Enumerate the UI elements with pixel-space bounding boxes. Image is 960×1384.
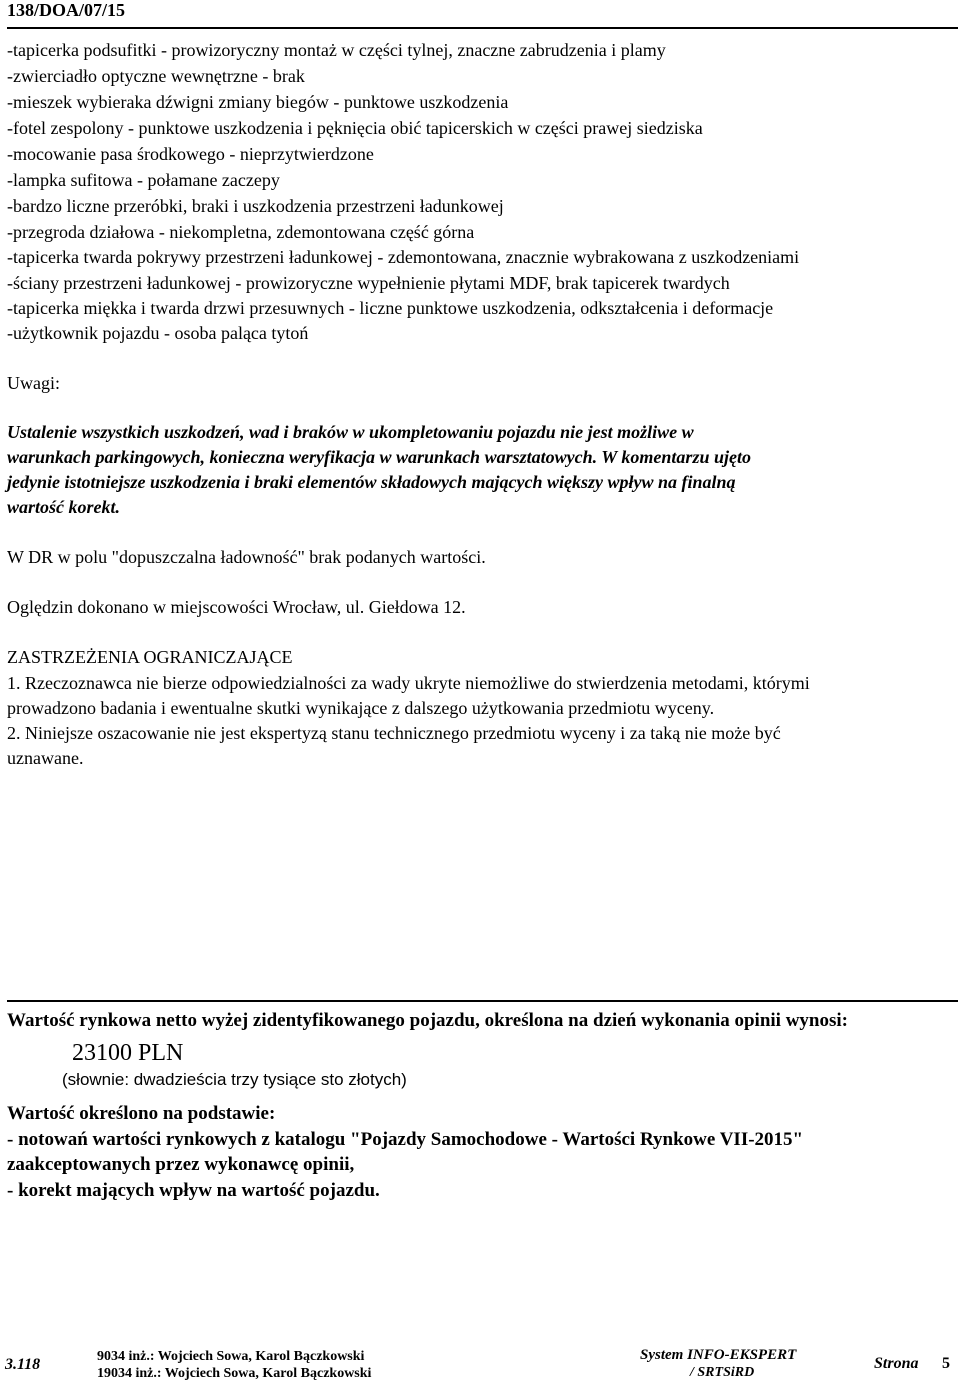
valuation-divider <box>7 1000 958 1002</box>
list-item: -mocowanie pasa środkowego - nieprzytwierdzone <box>7 144 374 164</box>
restriction-line: prowadzono badania i ewentualne skutki wynikające z dalszego użytkowania przedmiotu wyceny. <box>7 698 715 718</box>
restriction-line: 2. Niniejsze oszacowanie nie jest ekspertyzą stanu technicznego przedmiotu wyceny i za taką nie może być <box>7 723 781 743</box>
basis-line: zaakceptowanych przez wykonawcę opinii, <box>7 1154 355 1175</box>
list-item: -lampka sufitowa - połamane zaczepy <box>7 170 280 190</box>
footer-author-line: 19034 inż.: Wojciech Sowa, Karol Bączkowski <box>97 1366 372 1381</box>
registration-note: W DR w polu "dopuszczalna ładowność" brak podanych wartości. <box>7 547 486 567</box>
restrictions-heading: ZASTRZEŻENIA OGRANICZAJĄCE <box>7 647 293 667</box>
list-item: -przegroda działowa - niekompletna, zdemontowana część górna <box>7 222 475 242</box>
footer-section-number: 3.118 <box>5 1356 41 1373</box>
list-item: -tapicerka twarda pokrywy przestrzeni ładunkowej - zdemontowana, znacznie wybrakowana z uszkodzeniami <box>7 247 800 267</box>
footer-page-label: Strona <box>874 1355 919 1372</box>
list-item: -użytkownik pojazdu - osoba paląca tytoń <box>7 323 309 343</box>
valuation-statement: Wartość rynkowa netto wyżej zidentyfikowanego pojazdu, określona na dzień wykonania opinii wynosi: <box>7 1010 848 1031</box>
list-item: -zwierciadło optyczne wewnętrzne - brak <box>7 66 305 86</box>
list-item: -tapicerka miękka i twarda drzwi przesuwnych - liczne punktowe uszkodzenia, odkształcenia i deformacje <box>7 298 774 318</box>
remarks-heading: Uwagi: <box>7 373 60 393</box>
restriction-line: 1. Rzeczoznawca nie bierze odpowiedzialności za wady ukryte niemożliwe do stwierdzenia metodami, którymi <box>7 673 810 693</box>
inspection-place: Oględzin dokonano w miejscowości Wrocław, ul. Giełdowa 12. <box>7 597 466 617</box>
list-item: -bardzo liczne przeróbki, braki i uszkodzenia przestrzeni ładunkowej <box>7 196 504 216</box>
basis-line: - notowań wartości rynkowych z katalogu "Pojazdy Samochodowe - Wartości Rynkowe VII-2015" <box>7 1129 804 1150</box>
basis-line: - korekt mających wpływ na wartość pojazdu. <box>7 1180 380 1201</box>
footer-system-name: System INFO-EKSPERT <box>640 1347 797 1363</box>
top-divider <box>7 27 958 29</box>
footer-page-number: 5 <box>942 1355 950 1372</box>
list-item: -fotel zespolony - punktowe uszkodzenia i pęknięcia obić tapicerskich w części prawej siedziska <box>7 118 703 138</box>
restriction-line: uznawane. <box>7 748 84 768</box>
list-item: -tapicerka podsufitki - prowizoryczny montaż w części tylnej, znaczne zabrudzenia i plamy <box>7 40 666 60</box>
valuation-amount: 23100 PLN <box>72 1040 184 1066</box>
document-id: 138/DOA/07/15 <box>7 0 126 20</box>
remarks-line: wartość korekt. <box>7 497 121 517</box>
remarks-line: Ustalenie wszystkich uszkodzeń, wad i braków w ukompletowaniu pojazdu nie jest możliwe w <box>7 422 694 442</box>
list-item: -mieszek wybieraka dźwigni zmiany biegów - punktowe uszkodzenia <box>7 92 509 112</box>
footer-author-line: 9034 inż.: Wojciech Sowa, Karol Bączkowski <box>97 1349 365 1364</box>
footer-system-sub: / SRTSiRD <box>690 1365 755 1380</box>
remarks-line: warunkach parkingowych, konieczna weryfikacja w warunkach warsztatowych. W komentarzu ujęto <box>7 447 751 467</box>
valuation-in-words: (słownie: dwadzieścia trzy tysiące sto złotych) <box>62 1070 407 1089</box>
basis-heading: Wartość określono na podstawie: <box>7 1103 276 1124</box>
list-item: -ściany przestrzeni ładunkowej - prowizoryczne wypełnienie płytami MDF, brak tapicerek twardych <box>7 273 730 293</box>
remarks-line: jedynie istotniejsze uszkodzenia i braki elementów składowych mających większy wpływ na finalną <box>7 472 736 492</box>
